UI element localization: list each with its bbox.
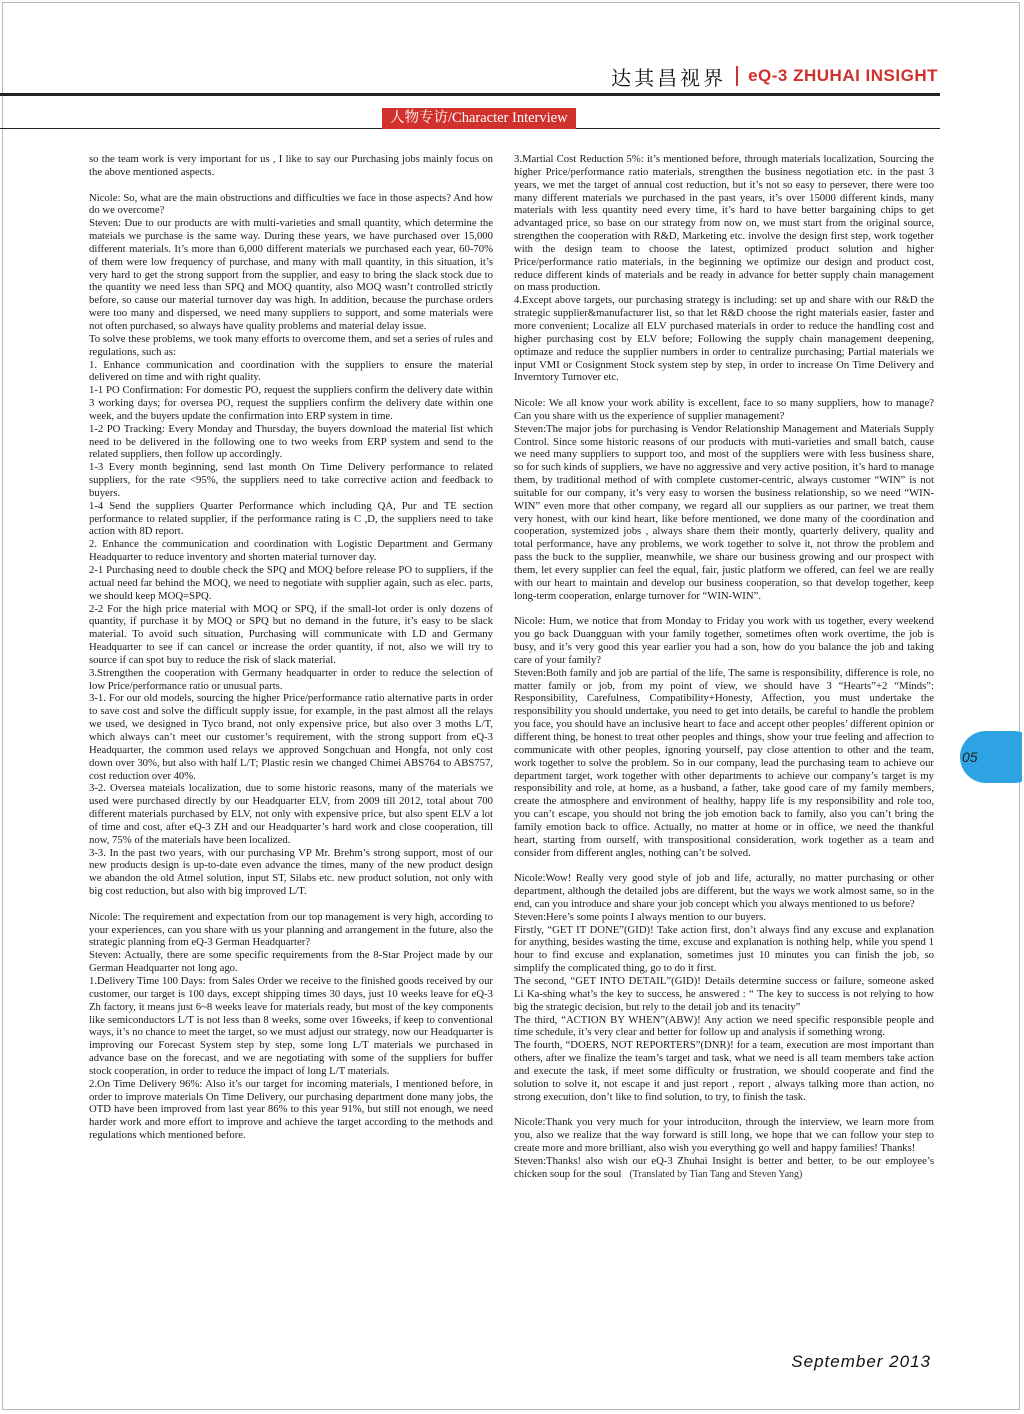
masthead-chinese-title: 达其昌视界: [611, 65, 727, 90]
paragraph-text: Steven:Both family and job are partial of the life, The same is responsibility, difference is role, no matter family or job, from my point of view, we should have 3 “Hearts”+2 “Minds”: Responsibility, Carefulness, Compatibility+Honesty, Affection, you must undertake the responsibility you should undertake, you need to get into details, be careful to handle the problem you face, you should have an inclusive heart to face and accept other peoples’ different opinion or different thing, be honest to treat other peoples and things, show your true feeling and affection to communicate with other peoples, ignoring yourself, pay close attention to other and the team, work together to solve the problem. So in our company, lead the purchasing team to achieve our department target, work together with other departments to achieve our company’s target is my responsibility and role, at home, as a husband, a father, take good care of my family members, create the atmosphere and environment of healthy, happy life is my responsibility and role too, you can’t escape, you should not bring the job emotion back to family, also you can’t bring the family emotion back to office. Actually, no matter at home or in office, we need the thankful heart, starting from ourself, with transpositional consideration, work together as a team and consider from different angles, nothing can’t be solved.: [514, 666, 934, 859]
paragraph-text: 3.Strengthen the cooperation with Germany headquarter in order to reduce the selection of low Price/performance ratio or unusual parts.: [89, 666, 493, 692]
article-paragraph: [514, 1155, 934, 1182]
article-paragraph: [514, 397, 934, 423]
paragraph-text: Nicole: So, what are the main obstructions and difficulties we face in those aspects? And how do we overcome?: [89, 191, 493, 217]
article-paragraph: [514, 911, 934, 924]
article-paragraph: [89, 333, 493, 359]
article-paragraph: [89, 847, 493, 898]
article-paragraph: [89, 500, 493, 539]
article-paragraph: [89, 782, 493, 846]
paragraph-text: 1-2 PO Tracking: Every Monday and Thursday, the buyers download the material list which need to be delivered in the following one to two weeks from ERP system and send to the related suppliers, then follow up accordingly.: [89, 422, 493, 461]
article-paragraph: [89, 359, 493, 385]
page-number: 05: [962, 749, 978, 765]
article-paragraph: [514, 872, 934, 911]
paragraph-text: 4.Except above targets, our purchasing strategy is including: set up and share with our R&D the strategic supplier&manufacturer list, so that let R&D choose the right materials easier, faster and more convenient; Localize all ELV purchased materials in order to reduce the handling cost and higher purchasing cost by ELV before; Following the supply chain management deepening, optimaze and reduce the supplier numbers in order to centralize purchasing; Partial materials we input VMI or Cosignment Stock system step by step, in order to increase On Time Delivery and Inverntory Turnover etc.: [514, 294, 934, 384]
paragraph-text: The fourth, “DOERS, NOT REPORTERS”(DNR)! for a team, execution are most important than others, after we finalize the team’s target and task, what we need is all team members take action and execute the task, if meet some difficulty or frustration, we should cooperate and find the solution to solve it, not escape it and just report , report , always talking more than action, no strong execution, don’t like to find solution, to try, to finish the task.: [514, 1039, 934, 1103]
paragraph-text: 2.On Time Delivery 96%: Also it’s our target for incoming materials, I mentioned before, in order to improve materials On Time Delivery, our purchasing department done many jobs, the OTD have been improved from last year 86% to this year 91%, but still not enough, we need harder work and more effort to improve and achieve the target according to the methods and regulations which mentioned before.: [89, 1077, 493, 1142]
paragraph-text: Nicole: The requirement and expectation from our top management is very high, according to your experiences, can you share with us your planning and arrangement in the future, also the strategic planning from eQ-3 German Headquarter?: [89, 910, 493, 949]
paragraph-text: To solve these problems, we took many efforts to overcome them, and set a series of rules and regulations, such as:: [89, 332, 493, 358]
article-paragraph: [514, 667, 934, 860]
paragraph-text: Steven:The major jobs for purchasing is Vendor Relationship Management and Materials Supply Control. Since some historic reasons of our products with muti-varieties and small batch, cause we need many suppliers to support too, and most of the suppliers were with less business share, so for such kinds of suppliers, we have no aggressive and very active position, it’s hard to manage them, by traditional method of with complete customer-centric, always customer “WIN” is not suitable for our company, it’s very easy to worsen the business relationship, so we need “WIN-WIN” even more that other company, we regard all our suppliers as our partner, we treat them very honest, with our kind heart, like before mentioned, we done many of the coordination and cooperation, systemized jobs , always share them their montly, quarterly delivery, quality and total performance, have any problems, we work together to solve it, not throw the problem and pass the buck to the supplier, meanwhile, we share our business growing and our prospect with them, let every supplier can feel the equal, fair, justic platform we offered, can feel we are really with our heart to maintain and develop our business cooperation, so that develop together, keep long-term cooperation, enlarge turnover for “WIN-WIN”.: [514, 422, 934, 602]
left-column: [89, 153, 493, 1142]
masthead: [611, 64, 938, 88]
paragraph-text: 1.Delivery Time 100 Days: from Sales Order we receive to the finished goods received by our customer, our target is 100 days, except shipping times 30 days, just 10 weeks leave for eQ-3 Zh factory, it means just 6~8 weeks leave for materials ready, but most of the key components like semiconductors L/T is not less than 8 weeks, some over 16weeks, if keep to conventional ways, it’s no chance to meet the target, so we must adjust our strategy, now our Headquarter is improving our Forecast System step by step, some long L/T materials we purchased in advance base on the forecast, and we are negotiating with some of the suppliers for buffer stock cooperation, in order to reduce the impact of long L/T materials.: [89, 975, 493, 1077]
paragraph-text: 3-1. For our old models, sourcing the higher Price/performance ratio alternative parts in order to save cost and solve the difficult supply issue, for example, in the past almost all the relays we used, we designed in Tyco brand, not only expensive price, but also over 3 moths L/T, which always can’t meet our customer’s requirement, with the strong support from eQ-3 Headquarter, the common used relays we approved Songchuan and Hongfa, not only cost down over 30%, but also with half L/T; Plastic resin we changed Chimei ABS764 to ABS757, cost reduction over 40%.: [89, 692, 493, 782]
article-paragraph: [514, 1014, 934, 1040]
article-paragraph: [89, 603, 493, 667]
article-paragraph: [89, 564, 493, 603]
article-paragraph: [514, 1116, 934, 1155]
article-paragraph: [89, 192, 493, 218]
article-paragraph: [514, 423, 934, 603]
header-rule: [0, 93, 940, 96]
right-column: [514, 153, 934, 1182]
paragraph-text: 2-2 For the high price material with MOQ or SPQ, if the small-lot order is only dozens of quantity, if purchase it by MOQ or SPQ but no demand in the future, it’s easy to be slack material. To avoid such situation, Purchasing will communicate with LD and Germany Headquarter to see if can cancel or increase the order quantity, if not, also we will try to source if can spot buy to reduce the risk of slack material.: [89, 602, 493, 666]
article-paragraph: [89, 975, 493, 1078]
paragraph-text: 1-3 Every month beginning, send last month On Time Delivery performance to related suppliers, for the rate <95%, the suppliers need to take corrective action and feedback to buyers.: [89, 461, 493, 499]
paragraph-text: 3-2. Oversea mateials localization, due to some historic reasons, many of the materials we used were purchased directly by our Headquarter ELV, from 2009 till 2012, total about 700 different materials purchased by ELV, not only with expensive price, but also spent ELV a lot of time and cost, after eQ-3 ZH and our Headquarter’s hard work and close cooperation, till now, 75% of the materials have been localized.: [89, 782, 493, 846]
paragraph-text: Steven: Actually, there are some specific requirements from the 8-Star Project made by our German Headquarter not long ago.: [89, 949, 493, 975]
paragraph-text: Steven:Here’s some points I always mention to our buyers.: [514, 910, 767, 923]
article-paragraph: [89, 538, 493, 564]
paragraph-text: 3.Martial Cost Reduction 5%: it’s mentioned before, through materials localization, Sourcing the higher Price/performance ratio materials, strengthen the business negotiation etc. in the past 3 years, we met the target of annual cost reduction, but it’s not so easy to persever, there were too many different materials we purchased in the past years, it’s over 15000 different kinds, many materials with less quantity need every time, it’s hard to have better bargaining chips to get advantaged price, so base on our strategy from now on, we must start from the original source, strengthen the cooperation with R&D, Marketing etc. involve the design first step, work together with the design team to choose the latest, optimized product solution and higher Price/performance ratio materials, in the beginning we optimize our design and product cost, reduce different kinds of materials and be ready in advance for better supply chain management on mass production.: [514, 153, 934, 294]
paragraph-text: 2. Enhance the communication and coordination with Logistic Department and Germany Headquarter to reduce inventory and shorten material turnover day.: [89, 538, 493, 564]
issue-date: September 2013: [791, 1352, 931, 1371]
article-paragraph: [89, 217, 493, 333]
article-paragraph: [89, 384, 493, 423]
article-paragraph: [89, 911, 493, 950]
section-tab: 人物专访/Character Interview: [382, 108, 576, 129]
masthead-english-title: eQ-3 ZHUHAI INSIGHT: [748, 66, 938, 85]
article-paragraph: [89, 1078, 493, 1142]
paragraph-text: Steven:Thanks! also wish our eQ-3 Zhuhai Insight is better and better, to be our employee’s chicken soup for the soul: [514, 1154, 934, 1180]
article-paragraph: [514, 1039, 934, 1103]
article-paragraph: [514, 294, 934, 384]
paragraph-text: Nicole: We all know your work ability is excellent, face to so many suppliers, how to manage? Can you share with us the experience of supplier management?: [514, 397, 934, 422]
article-paragraph: [514, 615, 934, 666]
paragraph-text: Nicole:Thank you very much for your introduciton, through the interview, we learn more from you, also we realize that the way forward is still long, we hope that we can follow your step to create more and more brilliant, also wish you everything go well and happy families! Thanks!: [514, 1116, 934, 1154]
article-paragraph: [89, 461, 493, 500]
paragraph-text: Nicole: Hum, we notice that from Monday to Friday you work with us together, every weekend you go back Duangguan with your family together, sometimes often work overtime, the job is busy, and it’s very good this year earlier you had a son, how do you balance the job and taking care of your family?: [514, 615, 934, 666]
article-paragraph: [89, 667, 493, 693]
article-paragraph: [89, 423, 493, 462]
article-paragraph: [89, 153, 493, 179]
paragraph-text: so the team work is very important for us , I like to say our Purchasing jobs mainly focus on the above mentioned aspects.: [89, 153, 493, 178]
paragraph-text: The third, “ACTION BY WHEN”(ABW)! Any action we need specific responsible people and time schedule, it’s very clear and better for follow up and analysis if something wrong.: [514, 1013, 934, 1039]
paragraph-text: Nicole:Wow! Really very good style of job and life, acturally, no matter purchasing or other department, although the detailed jobs are different, but the ways we work almost same, so in the end, can you introduce and share your job concept which you always mentioned to us before?: [514, 872, 934, 910]
article-paragraph: [514, 153, 934, 294]
article-paragraph: [89, 949, 493, 975]
masthead-divider: [736, 66, 738, 86]
paragraph-text: 1. Enhance communication and coordination with the suppliers to ensure the material delivered on time and with right quality.: [89, 358, 493, 384]
paragraph-text: The second, “GET INTO DETAIL”(GID)! Details determine success or failure, someone asked Li Ka-shing what’s the key to success, he answered : “ The key to success is not relying to how big the strategic decision, but rely to the detail job and its tenacity”: [514, 975, 934, 1013]
article-paragraph: [89, 692, 493, 782]
translator-credit: (Translated by Tian Tang and Steven Yang): [629, 1168, 803, 1180]
article-paragraph: [514, 975, 934, 1014]
paragraph-text: 1-1 PO Confirmation: For domestic PO, request the suppliers confirm the delivery date within 3 working days; for oversea PO, request the suppliers confirm the delivery date within one week, and the buyers update the confirmation into ERP system in time.: [89, 384, 493, 422]
paragraph-text: 1-4 Send the suppliers Quarter Performance which including QA, Pur and TE section performance to related supplier, if the performance rating is C ,D, the suppliers need to take action with 8D report.: [89, 499, 493, 538]
paragraph-text: Steven: Due to our products are with multi-varieties and small quantity, which determine the mateials we purchase is the same way. During these years, we have purchased over 15,000 different materials. It’s more than 6,000 different materials we purchased each year, 60-70% of them were low frequency of purchase, and many with mall quantity, in this situation, it’s very hard to get the strong support from the supplier, and easy to bring the slack stock due to the quantity we need less than SPQ and MOQ quantity, also MOQ wasn’t controlled strictly before, so cause our material turnover day was high. In addition, because the purchase orders were too many and dispersed, we need many suppliers to support, and some materials were not often purchased, so always have quality problems and material delay issue.: [89, 217, 493, 332]
paragraph-text: 2-1 Purchasing need to double check the SPQ and MOQ before release PO to suppliers, if the actual need far behind the MOQ, we need to negotiate with supplier again, such as elec. parts, we should keep MOQ=SPQ.: [89, 564, 493, 602]
paragraph-text: 3-3. In the past two years, with our purchasing VP Mr. Brehm’s strong support, most of our new products design is up-to-date even advance the times, many of the new product design we abandon the old Atmel solution, input ST, Silabs etc. new product solution, not only with big cost reduction, but also with big improved L/T.: [89, 846, 493, 898]
article-paragraph: [514, 924, 934, 975]
paragraph-text: Firstly, “GET IT DONE”(GID)! Take action first, don’t always find any excuse and explanation for anything, besides wasting the time, excuse and explanation is nothing help, while you spend 1 hour to find excuse and explanation, sometimes just 10 minutes you can finish the job, so simplify the complicated thing, go to do it first.: [514, 923, 934, 975]
